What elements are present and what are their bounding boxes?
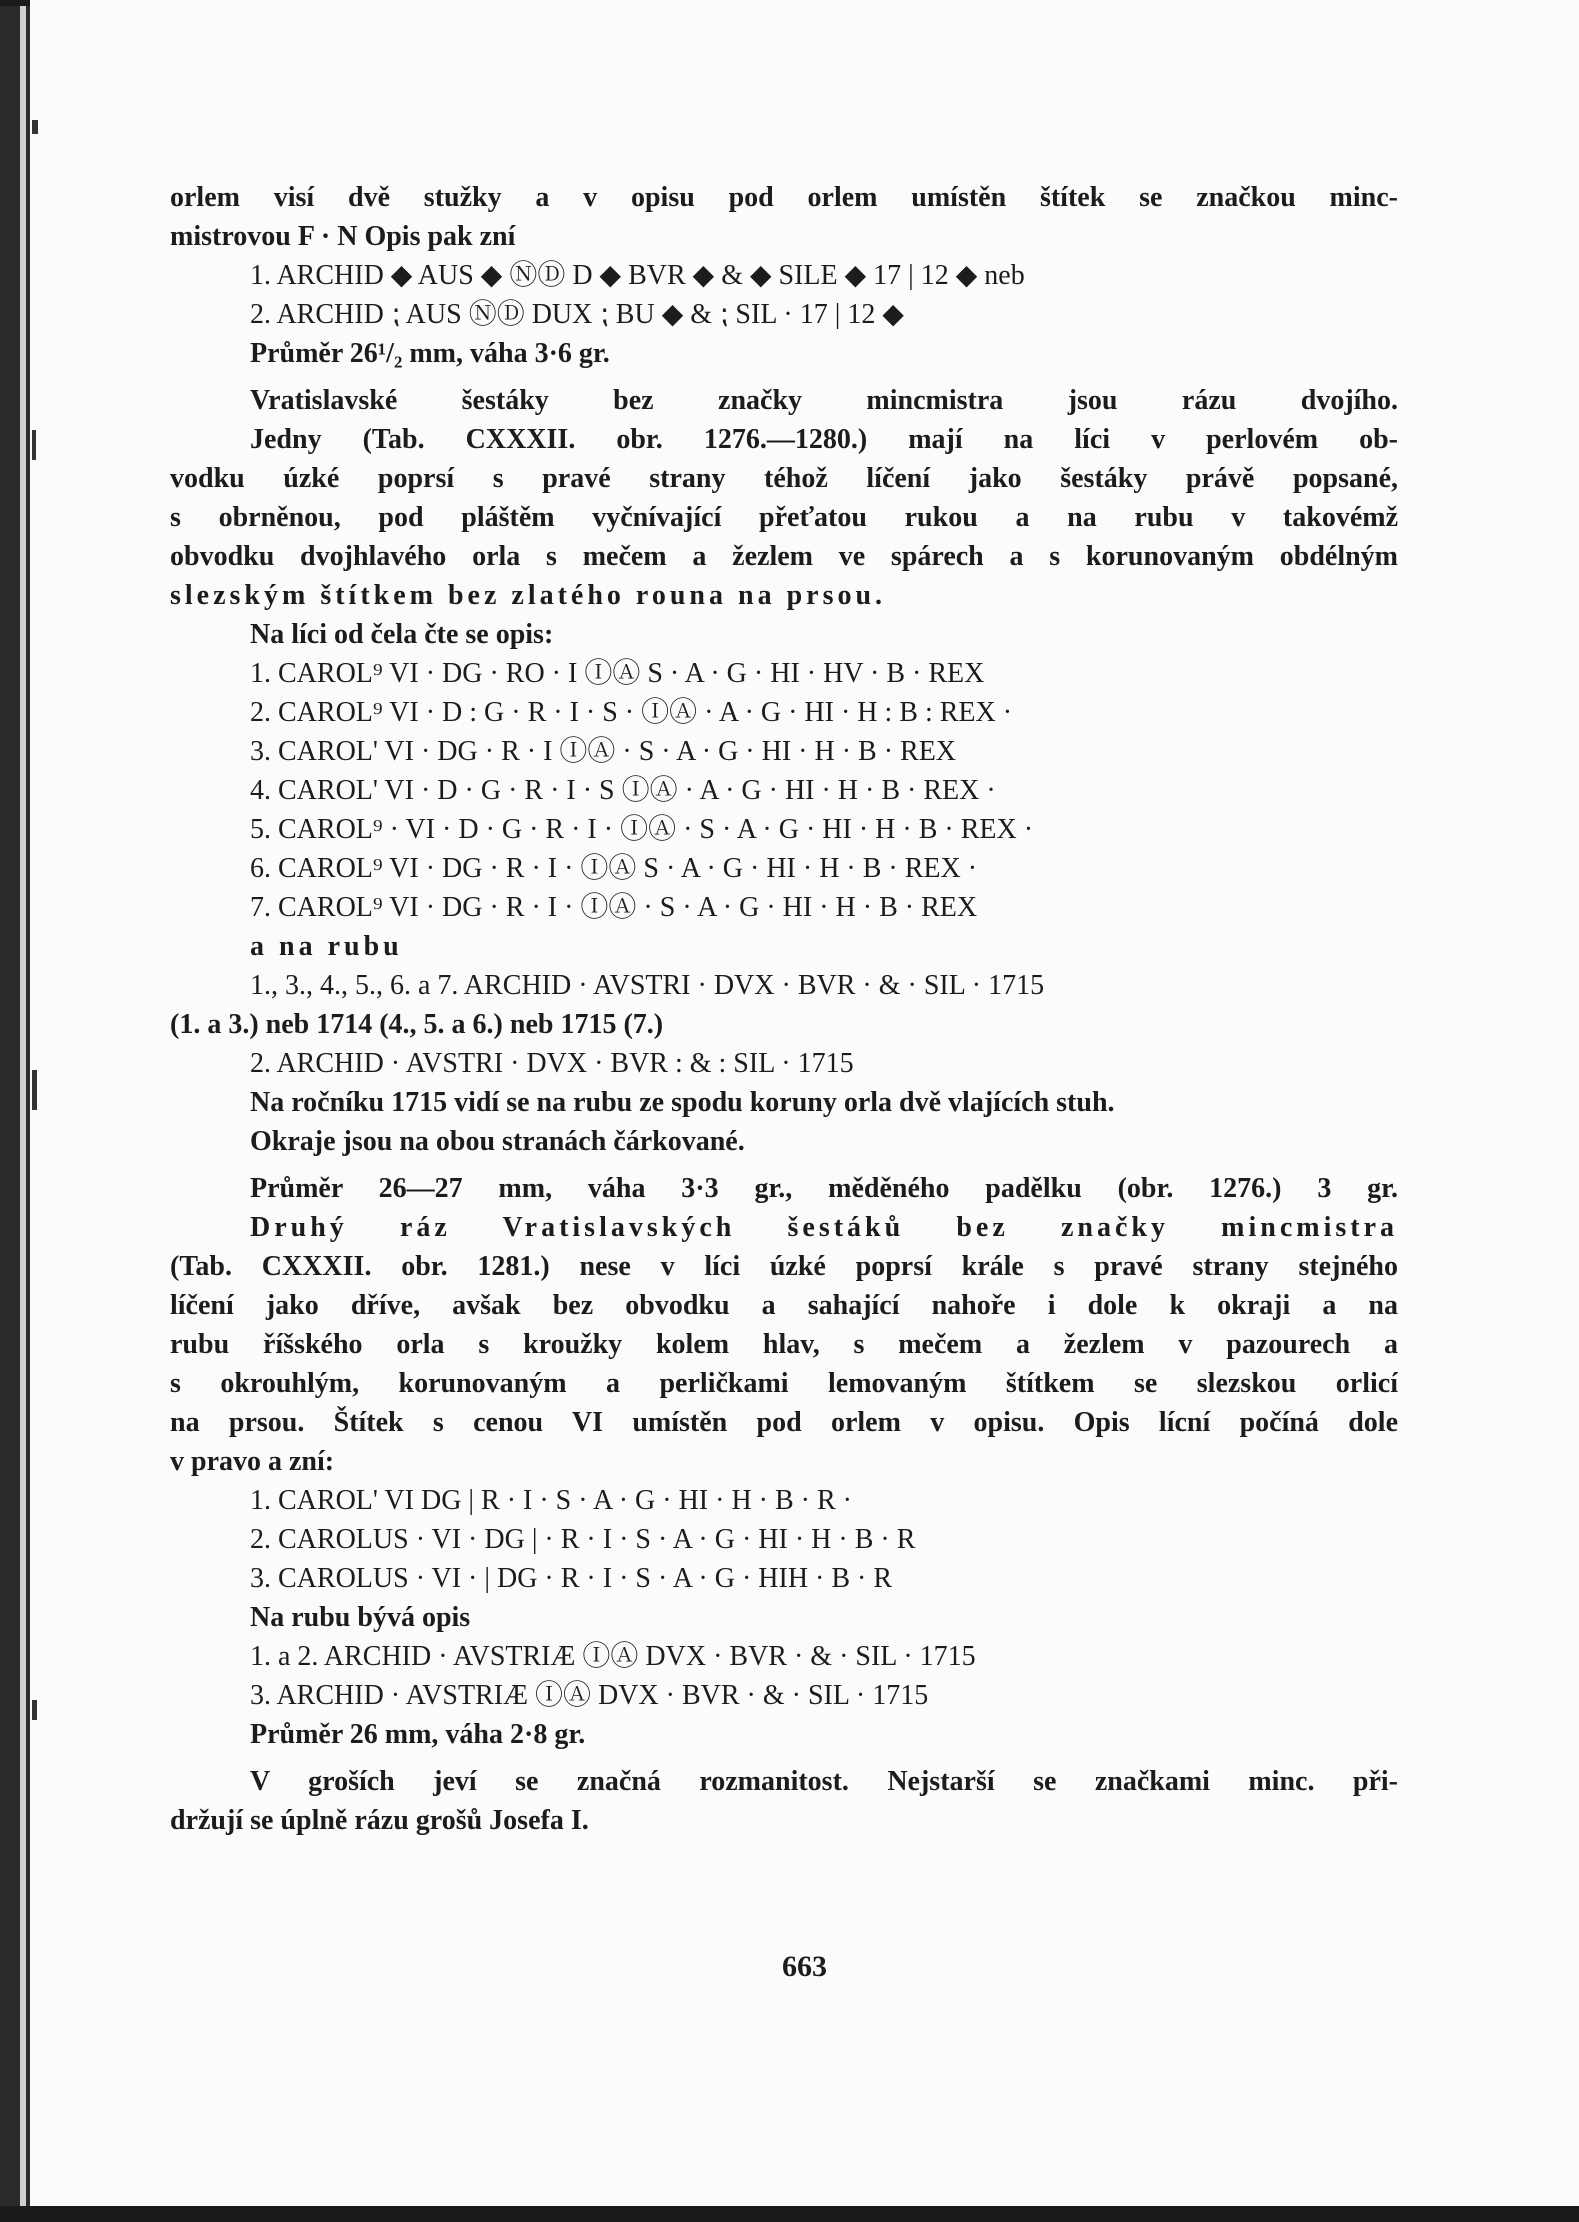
text-line: Vratislavské šestáky bez značky mincmistra jsou rázu dvojího.	[250, 385, 1398, 416]
inscription-line: 1., 3., 4., 5., 6. a 7. ARCHID · AVSTRI · DVX · BVR · & · SIL · 1715	[250, 970, 1045, 1001]
text-line: Druhý ráz Vratislavských šestáků bez značky mincmistra	[250, 1212, 1398, 1243]
text-line: Průměr 26 mm, váha 2·8 gr.	[250, 1719, 586, 1750]
margin-mark	[32, 120, 38, 134]
inscription-line: 1. ARCHID ◆ AUS ◆ ⓃⒹ D ◆ BVR ◆ & ◆ SILE ◆ 17 | 12 ◆ neb	[250, 260, 1025, 291]
text-line: Na ročníku 1715 vidí se na rubu ze spodu koruny orla dvě vlajících stuh.	[250, 1087, 1115, 1118]
text-line: s okrouhlým, korunovaným a perličkami lemovaným štítkem se slezskou orlicí	[170, 1368, 1398, 1399]
inscription-line: 3. ARCHID · AVSTRIÆ ⒾⒶ DVX · BVR · & · SIL · 1715	[250, 1680, 929, 1711]
margin-mark	[32, 1070, 37, 1110]
text-line: orlem visí dvě stužky a v opisu pod orlem umístěn štítek se značkou minc-	[170, 182, 1398, 213]
text-line: Průměr 26—27 mm, váha 3·3 gr., měděného padělku (obr. 1276.) 3 gr.	[250, 1173, 1398, 1204]
text-line: Na rubu bývá opis	[250, 1602, 471, 1633]
inscription-line: 2. ARCHID ⁏ AUS ⓃⒹ DUX ⁏ BU ◆ & ⁏ SIL · 17 | 12 ◆	[250, 299, 904, 330]
inscription-line: 2. ARCHID · AVSTRI · DVX · BVR : & : SIL · 1715	[250, 1048, 854, 1079]
inscription-line: 4. CAROL' VI · D · G · R · I · S ⒾⒶ · A · G · HI · H · B · REX ·	[250, 775, 996, 806]
scanned-page	[30, 0, 1579, 2222]
text-line: rubu říšského orla s kroužky kolem hlav, s mečem a žezlem v pazourech a	[170, 1329, 1398, 1360]
margin-mark	[32, 1700, 37, 1720]
margin-mark	[32, 430, 36, 460]
text-line: Na líci od čela čte se opis:	[250, 619, 554, 650]
text-line: líčení jako dříve, avšak bez obvodku a sahající nahoře i dole k okraji a na	[170, 1290, 1398, 1321]
inscription-line: 2. CAROL⁹ VI · D : G · R · I · S · ⒾⒶ · A · G · HI · H : B : REX ·	[250, 697, 1013, 728]
text-line: Okraje jsou na obou stranách čárkované.	[250, 1126, 745, 1157]
text-line: V groších jeví se značná rozmanitost. Nejstarší se značkami minc. při-	[250, 1766, 1398, 1797]
text-line: Jedny (Tab. CXXXII. obr. 1276.—1280.) mají na líci v perlovém ob-	[250, 424, 1398, 455]
text-line: mistrovou F · N Opis pak zní	[170, 221, 516, 252]
text-line: Průměr 26¹/₂ mm, váha 3·6 gr.	[250, 338, 610, 369]
inscription-line: 5. CAROL⁹ · VI · D · G · R · I · ⒾⒶ · S · A · G · HI · H · B · REX ·	[250, 814, 1034, 845]
text-line: slezským štítkem bez zlatého rouna na prsou.	[170, 580, 887, 611]
inscription-line: 6. CAROL⁹ VI · DG · R · I · ⒾⒶ S · A · G · HI · H · B · REX ·	[250, 853, 978, 884]
inscription-line: 2. CAROLUS · VI · DG | · R · I · S · A · G · HI · H · B · R	[250, 1524, 916, 1555]
inscription-line: 3. CAROL' VI · DG · R · I ⒾⒶ · S · A · G · HI · H · B · REX	[250, 736, 957, 767]
inscription-line: 1. CAROL⁹ VI · DG · RO · I ⒾⒶ S · A · G · HI · HV · B · REX	[250, 658, 985, 689]
text-line: (1. a 3.) neb 1714 (4., 5. a 6.) neb 1715 (7.)	[170, 1009, 664, 1040]
scan-border-bottom	[0, 2206, 1579, 2222]
text-line: (Tab. CXXXII. obr. 1281.) nese v líci úzké poprsí krále s pravé strany stejného	[170, 1251, 1398, 1282]
text-line: držují se úplně rázu grošů Josefa I.	[170, 1805, 589, 1836]
inscription-line: 1. a 2. ARCHID · AVSTRIÆ ⒾⒶ DVX · BVR · & · SIL · 1715	[250, 1641, 976, 1672]
text-line: obvodku dvojhlavého orla s mečem a žezlem ve spárech a s korunovaným obdélným	[170, 541, 1398, 572]
binding-edge	[0, 0, 30, 2222]
text-line: na prsou. Štítek s cenou VI umístěn pod orlem v opisu. Opis lícní počíná dole	[170, 1407, 1398, 1438]
inscription-line: 7. CAROL⁹ VI · DG · R · I · ⒾⒶ · S · A · G · HI · H · B · REX	[250, 892, 978, 923]
inscription-line: 3. CAROLUS · VI · | DG · R · I · S · A · G · HIH · B · R	[250, 1563, 893, 1594]
text-line: vodku úzké poprsí s pravé strany téhož líčení jako šestáky právě popsané,	[170, 463, 1398, 494]
text-line: a na rubu	[250, 931, 403, 962]
text-line: v pravo a zní:	[170, 1446, 335, 1477]
body-text	[170, 178, 1398, 1840]
page-number: 663	[782, 1950, 827, 1983]
inscription-line: 1. CAROL' VI DG | R · I · S · A · G · HI · H · B · R ·	[250, 1485, 852, 1516]
text-line: s obrněnou, pod pláštěm vyčnívající přeťatou rukou a na rubu v takovémž	[170, 502, 1398, 533]
